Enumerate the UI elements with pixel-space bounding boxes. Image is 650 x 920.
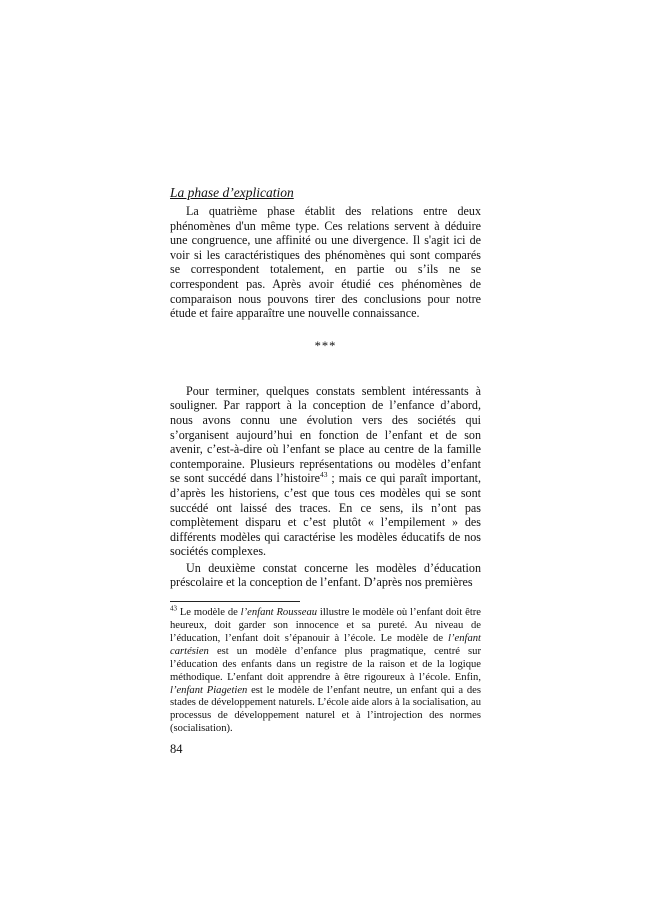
footnote-reference[interactable]: 43: [320, 470, 328, 480]
conclusion-paragraph: [170, 384, 481, 559]
footnote-term-piagetien: l’enfant Piagetien: [170, 684, 248, 696]
footnote-text-1: Le modèle de: [177, 607, 241, 619]
footnote-divider: [170, 601, 300, 602]
explication-paragraph: La quatrième phase établit des relations entre deux phénomènes d'un même type. Ces relations servent à déduire une congruence, une affinité ou une divergence. Il s'agit ici de voir si les caractéristiques des phénomènes qui sont comparés se correspondent totalement, en partie ou s’ils ne se correspondent pas. Après avoir étudié ces phénomènes de comparaison nous pouvons tirer des conclusions pour notre étude et faire apparaître une nouvelle connaissance.: [170, 204, 481, 321]
footnote-term-cartesien: l’enfant cartésien: [170, 632, 481, 657]
conclusion-text-2: ; mais ce qui paraît important, d’après les historiens, c’est que tous ces modèles qui se sont succédé ont laissé des traces. En ce sens, ils n’ont pas complètement disparu et c’est plutôt « l’empilement » des différents modèles qui caractérise les modèles éducatifs de nos sociétés complexes.: [170, 471, 481, 559]
footnote-number: 43: [170, 604, 177, 613]
section-heading: La phase d’explication: [170, 185, 294, 200]
footnote: [170, 604, 481, 736]
page-body: [170, 184, 481, 736]
conclusion-text-1: Pour terminer, quelques constats semblent intéressants à souligner. Par rapport à la conception de l’enfance d’abord, nous avons connu une évolution vers des sociétés qui s’organisent aujourd’hui en fonction de l’enfant et de son avenir, c’est-à-dire où l’enfant se place au centre de la famille contemporaine. Plusieurs représentations ou modèles d’enfant se sont succédé dans l’histoire: [170, 383, 481, 486]
footnote-text-2: illustre le modèle où l’enfant doit être heureux, doit garder son innocence et sa pureté. Au niveau de l’éducation, l’enfant doit s’épanouir à l’école. Le modèle de: [170, 607, 481, 644]
section-separator: ***: [314, 338, 337, 353]
second-observation-paragraph: Un deuxième constat concerne les modèles d’éducation préscolaire et la conception de l’enfant. D’après nos premières: [170, 560, 481, 590]
footnote-term-rousseau: l’enfant Rousseau: [240, 607, 318, 619]
page-number: 84: [170, 742, 183, 756]
footnote-text-4: est le modèle de l’enfant neutre, un enfant qui a des stades de développement naturels. L’école aide alors à la socialisation, au processus de développement naturel et à l’introjection des normes (socialisation).: [170, 684, 481, 735]
footnote-text-3: est un modèle d’enfance plus pragmatique, centré sur l’éducation des enfants dans un registre de la raison et de la logique méthodique. L’enfant doit apprendre à être rigoureux à l’école. Enfin,: [170, 645, 481, 683]
